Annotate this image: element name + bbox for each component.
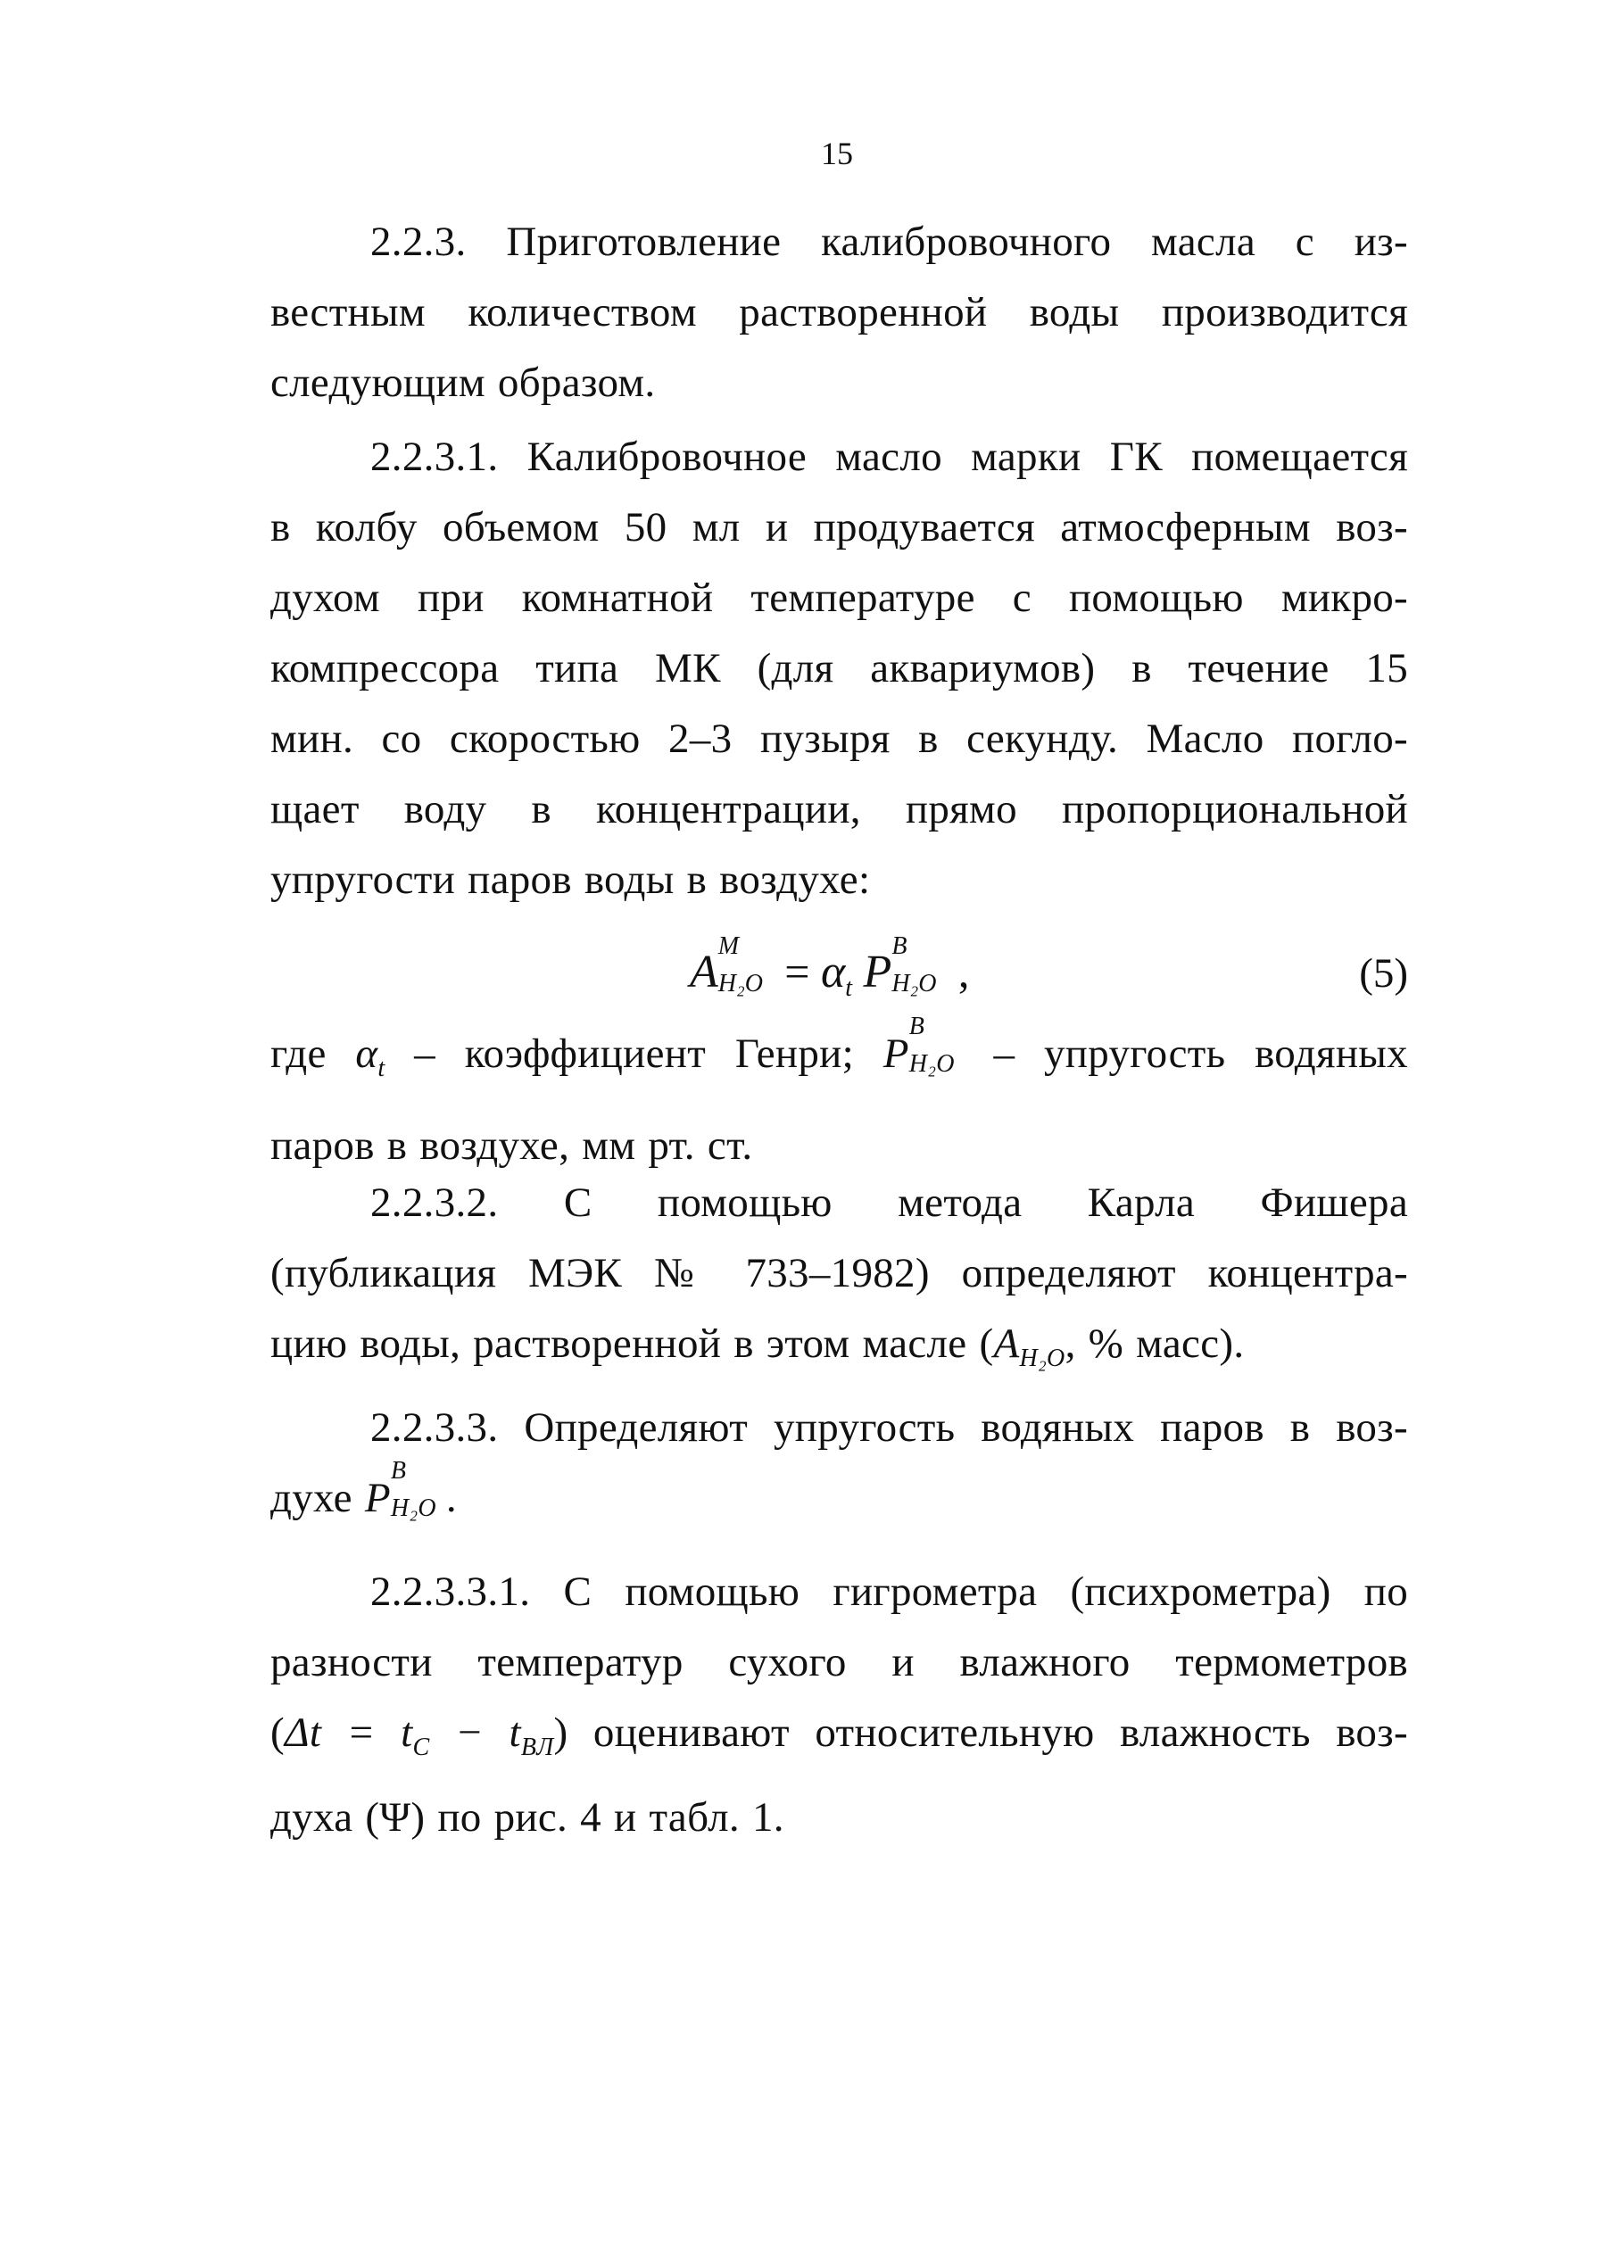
paragraph-line: (публикация МЭК № 733–1982) определяют концентра-: [270, 1250, 1408, 1296]
formula-sub: t: [377, 1055, 385, 1082]
text-run: (: [270, 1709, 285, 1756]
text-run: духе: [270, 1475, 365, 1521]
text-run: цию воды, растворенной в этом масле (: [270, 1320, 994, 1367]
formula-sub: H₂O: [891, 969, 937, 997]
paragraph-line: в колбу объемом 50 мл и продувается атмосферным воз-: [270, 504, 1408, 550]
formula-sub: H₂O: [717, 969, 763, 997]
formula-index: [717, 931, 774, 997]
text-run: – упругость водяных: [964, 1031, 1408, 1077]
formula-tail: ,: [947, 947, 970, 997]
paragraph-line: [270, 1698, 1408, 1783]
formula-sub: H₂O: [1019, 1345, 1065, 1372]
formula-symbol: P: [863, 947, 892, 997]
formula-symbol: α: [355, 1031, 378, 1077]
paragraph-line: вестным количеством растворенной воды производится: [270, 289, 1408, 335]
formula-number: (5): [1359, 950, 1408, 997]
paragraph-line: 2.2.3. Приготовление калибровочного масла с из-: [370, 219, 1408, 265]
paragraph-line: 2.2.3.1. Калибровочное масло марки ГК помещается: [370, 434, 1408, 480]
formula-symbol: P: [364, 1475, 391, 1521]
formula-index: [891, 931, 947, 997]
paragraph-line: мин. со скоростью 2–3 пузыря в секунду. Масло погло-: [270, 716, 1408, 762]
formula-expression: Δt = t: [284, 1709, 413, 1756]
formula-sub: t: [845, 974, 853, 1002]
page-number: 15: [821, 136, 853, 171]
formula-sub: C: [412, 1734, 430, 1761]
formula-expression: [690, 931, 970, 1003]
formula-sup: B: [891, 931, 907, 960]
formula-equals: =: [773, 947, 821, 997]
formula-sup: B: [390, 1457, 407, 1486]
paragraph-line: компрессора типа МК (для аквариумов) в течение 15: [270, 645, 1408, 691]
paragraph-line: упругости паров воды в воздухе:: [270, 857, 871, 903]
formula-index: [390, 1457, 446, 1523]
formula-expression: − t: [429, 1709, 521, 1756]
paragraph-line: щает воду в концентрации, прямо пропорциональной: [270, 786, 1408, 832]
paragraph-line: духа (Ψ) по рис. 4 и табл. 1.: [270, 1794, 784, 1841]
text-run: где: [270, 1031, 356, 1077]
paragraph-line: [270, 1457, 1408, 1534]
text-run: – коэффициент Генри;: [385, 1031, 883, 1077]
paragraph-line: [270, 1013, 1408, 1104]
formula-index: [908, 1013, 965, 1079]
formula-symbol: A: [993, 1320, 1020, 1367]
text-run: ) оценивают относительную влажность воз-: [553, 1709, 1408, 1756]
formula-symbol: α: [820, 947, 846, 997]
paragraph-line: 2.2.3.2. С помощью метода Карла Фишера: [370, 1180, 1408, 1226]
formula-sub: H₂O: [908, 1050, 955, 1079]
paragraph-line: 2.2.3.3.1. С помощью гигрометра (психрометра) по: [370, 1569, 1408, 1615]
text-run: .: [445, 1475, 457, 1521]
text-run: , % масс).: [1065, 1320, 1245, 1367]
paragraph-2-2-3-1: [270, 422, 1408, 915]
paragraph-2-2-3: [270, 207, 1408, 418]
paragraph-line: разности температур сухого и влажного термометров: [270, 1639, 1408, 1685]
formula-symbol: P: [882, 1031, 909, 1077]
paragraph-line: духом при комнатной температуре с помощью микро-: [270, 575, 1408, 621]
paragraph-line: следующим образом.: [270, 360, 656, 406]
paragraph-2-2-3-2: [270, 1168, 1408, 1394]
formula-symbol: A: [690, 947, 718, 997]
formula-sub: ВЛ: [520, 1734, 554, 1761]
formula-sup: M: [717, 931, 740, 960]
paragraph-line: [270, 1309, 1408, 1394]
formula-sup: B: [908, 1013, 925, 1041]
paragraph-line: паров в воздухе, мм рт. ст.: [270, 1122, 753, 1169]
paragraph-2-2-3-3-1: [270, 1557, 1408, 1853]
paragraph-2-2-3-3: [270, 1393, 1408, 1534]
formula-sub: H₂O: [390, 1494, 436, 1523]
paragraph-line: 2.2.3.3. Определяют упругость водяных паров в воз-: [370, 1404, 1408, 1451]
paragraph-formula-explanation: [270, 1013, 1408, 1181]
formula-5: [270, 931, 1408, 1017]
